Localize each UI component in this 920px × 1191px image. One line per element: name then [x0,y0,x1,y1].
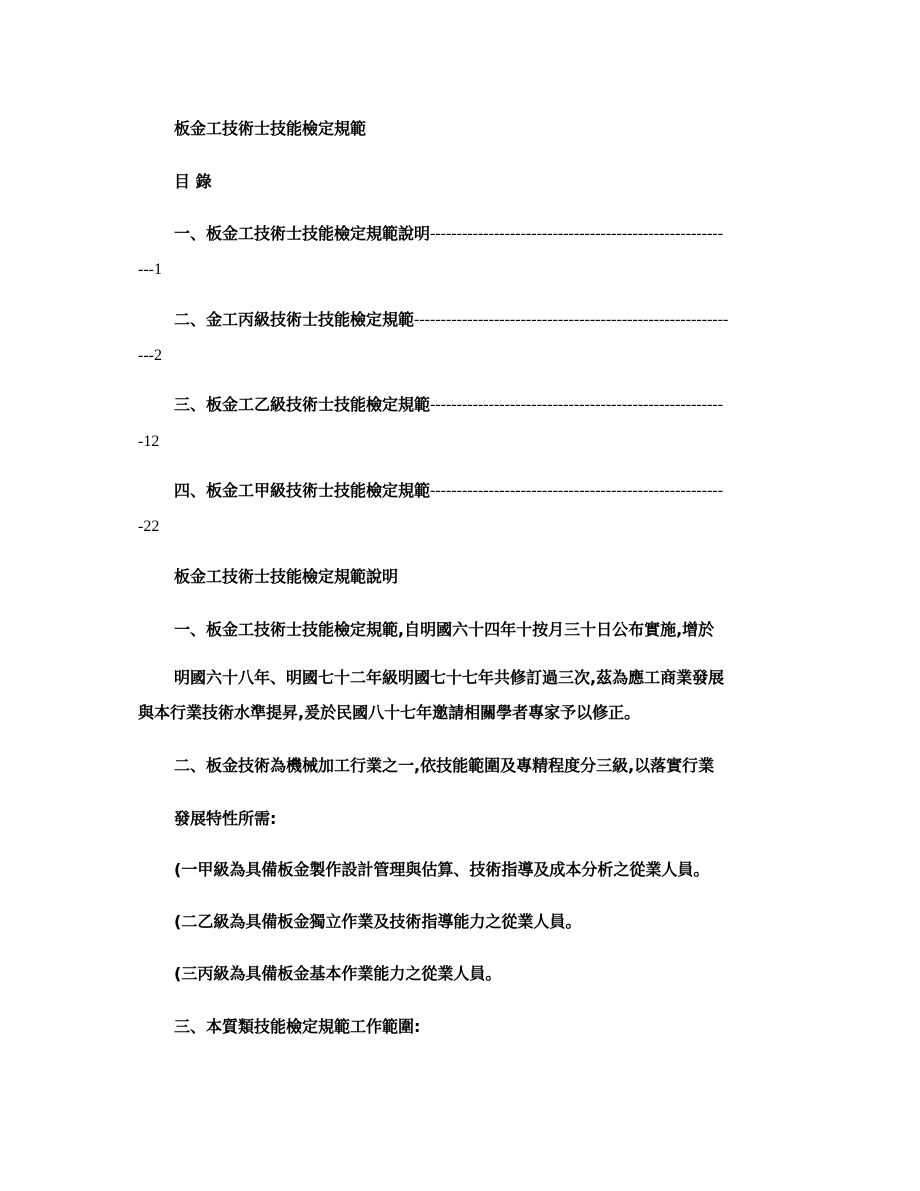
document-title: 板金工技術士技能檢定規範 [174,119,367,138]
toc-entry-page: ---2 [138,347,162,364]
toc-entry-1 [174,224,786,244]
section-heading: 板金工技術士技能檢定規範說明 [174,567,399,586]
toc-entry-title: 三、板金工乙級技術士技能檢定規範 [174,395,431,414]
toc-entry-page: -12 [138,433,160,450]
toc-entry-page: -22 [138,518,160,535]
paragraph-2-line-2: 發展特性所需: [174,809,277,828]
paragraph-1-line-1: 一、板金工技術士技能檢定規範,自明國六十四年十按月三十日公布實施,增於 [174,620,715,639]
list-item: (三丙級為具備板金基本作業能力之從業人員。 [174,964,502,983]
paragraph-1-line-2: 明國六十八年、明國七十二年級明國七十七年共修訂過三次,茲為應工商業發展 [174,668,725,687]
paragraph-1-line-3: 與本行業技術水準提昇,爰於民國八十七年邀請相關學者專家予以修正。 [138,703,641,722]
toc-entry-leader: ----------------------------------------------------------- [414,311,729,328]
toc-entry-3 [174,395,786,415]
list-item: (二乙級為具備板金獨立作業及技術指導能力之從業人員。 [174,912,582,931]
toc-heading: 目 錄 [174,172,212,191]
toc-entry-title: 一、板金工技術士技能檢定規範說明 [174,224,431,243]
toc-entry-leader: ------------------------------------------------------- [430,482,724,499]
toc-entry-leader: ------------------------------------------------------- [430,225,724,242]
toc-entry-2 [174,310,786,330]
toc-entry-title: 四、板金工甲級技術士技能檢定規範 [174,481,431,500]
toc-entry-4 [174,481,786,501]
paragraph-2-line-1: 二、板金技術為機械加工行業之一,依技能範圍及專精程度分三級,以落實行業 [174,756,715,775]
toc-entry-page: ---1 [138,261,162,278]
toc-entry-leader: ------------------------------------------------------- [430,396,724,413]
paragraph-3-line-1: 三、本質類技能檢定規範工作範圍: [174,1017,421,1036]
list-item: (一甲級為具備板金製作設計管理與估算、技術指導及成本分析之從業人員。 [174,860,710,879]
toc-entry-title: 二、金工丙級技術士技能檢定規範 [174,310,415,329]
